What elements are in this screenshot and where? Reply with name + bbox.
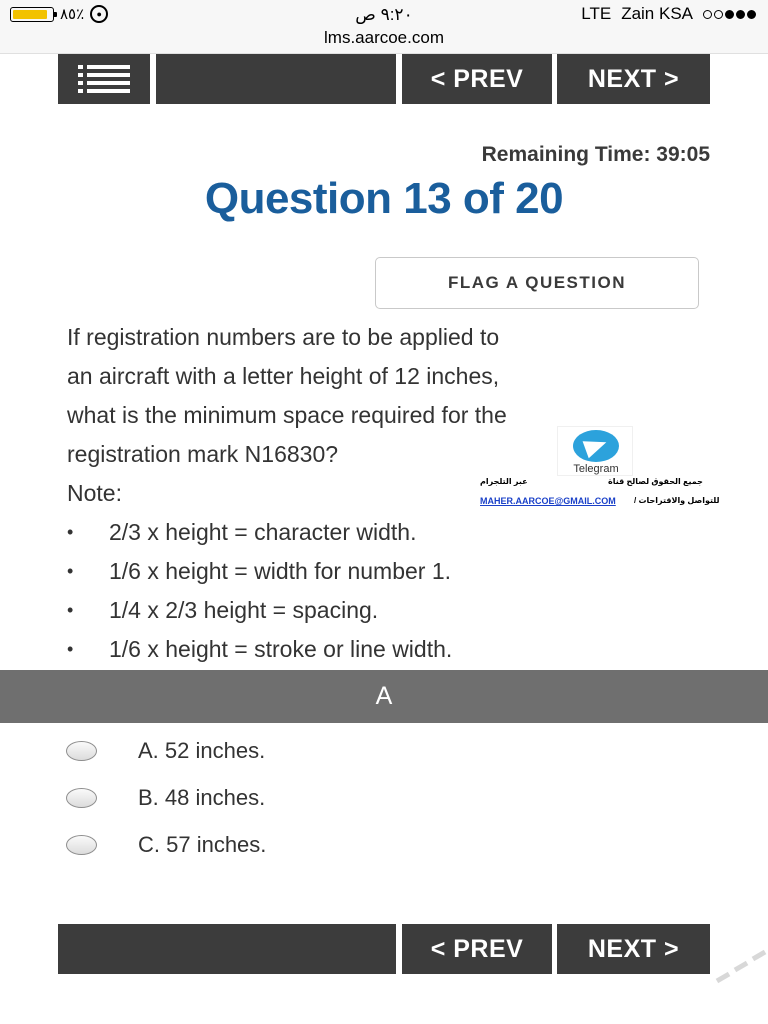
notes-list [67, 513, 452, 669]
bottom-prev-button[interactable]: < PREV [402, 924, 552, 974]
top-nav-bar [58, 54, 710, 104]
question-line: what is the minimum space required for the [67, 402, 507, 428]
bottom-next-button[interactable]: NEXT > [557, 924, 710, 974]
decorative-stripe [752, 950, 767, 961]
question-line: If registration numbers are to be applied to [67, 324, 500, 350]
option-label[interactable]: B. 48 inches. [138, 784, 266, 810]
note-label: Note: [67, 480, 122, 506]
battery-percent: ٨٥٪ [60, 6, 85, 23]
bottom-nav-spacer [58, 924, 396, 974]
watermark-email-link[interactable]: MAHER.AARCOE@GMAIL.COM [480, 496, 616, 506]
watermark-text: / للتواصل والاقتراحات [634, 496, 720, 505]
url-bar[interactable]: lms.aarcoe.com [0, 28, 768, 54]
remaining-time: Remaining Time: 39:05 [481, 143, 710, 166]
note-item: • 2/3 x height = character width. [67, 513, 452, 552]
answer-options [66, 727, 267, 868]
status-time: ٩:٢٠ ص [355, 5, 413, 24]
question-line: registration mark N16830? [67, 441, 339, 467]
carrier-name: Zain KSA [621, 4, 693, 23]
option-label[interactable]: A. 52 inches. [138, 737, 266, 763]
answer-header: A [0, 670, 768, 723]
watermark-text: جميع الحقوق لصالح قناة [608, 477, 703, 486]
top-next-button[interactable]: NEXT > [557, 54, 710, 104]
answer-option[interactable] [66, 727, 266, 774]
status-bar [0, 0, 768, 28]
note-item: • 1/6 x height = width for number 1. [67, 552, 452, 591]
radio-button[interactable] [66, 788, 97, 808]
radio-button[interactable] [66, 835, 97, 855]
note-item: • 1/4 x 2/3 height = spacing. [67, 591, 452, 630]
answer-option[interactable] [66, 821, 267, 868]
option-label[interactable]: C. 57 inches. [138, 831, 267, 857]
flag-question-button[interactable]: FLAG A QUESTION [375, 257, 699, 309]
bottom-nav-bar [58, 924, 710, 974]
watermark-text: عبر التلجرام [480, 477, 528, 486]
answer-option[interactable] [66, 774, 266, 821]
decorative-stripe [734, 961, 749, 972]
telegram-label: Telegram [573, 463, 619, 475]
orientation-lock-icon: ● [90, 5, 108, 23]
signal-strength-icon [703, 10, 756, 19]
network-type: LTE [581, 4, 612, 23]
telegram-watermark [557, 426, 633, 476]
list-menu-icon [78, 65, 130, 93]
decorative-stripe [716, 972, 731, 983]
question-line: an aircraft with a letter height of 12 inches, [67, 363, 500, 389]
telegram-icon [573, 430, 619, 462]
note-item: • 1/6 x height = stroke or line width. [67, 630, 452, 669]
top-prev-button[interactable]: < PREV [402, 54, 552, 104]
status-right [581, 4, 756, 24]
radio-button[interactable] [66, 741, 97, 761]
top-nav-spacer [156, 54, 396, 104]
menu-button[interactable] [58, 54, 150, 104]
question-title: Question 13 of 20 [204, 174, 564, 223]
